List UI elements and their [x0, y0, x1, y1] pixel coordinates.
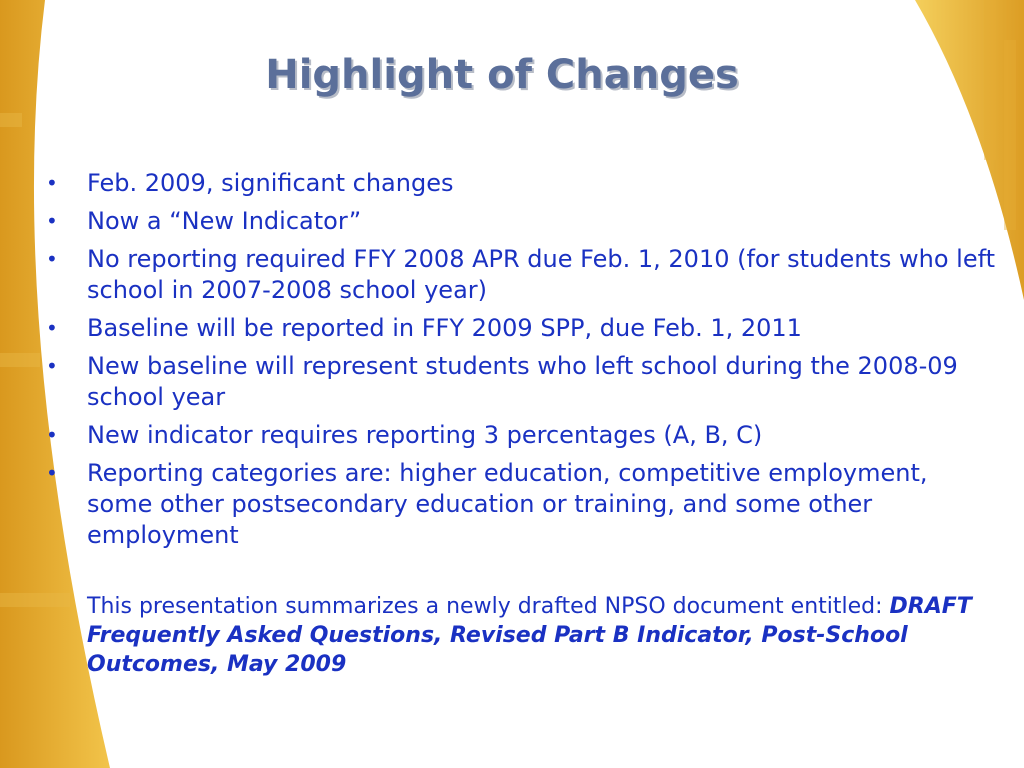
- bullet-item: [46, 313, 996, 344]
- bullet-text: New baseline will represent students who left school during the 2008-09 school year: [87, 352, 958, 411]
- source-note-prefix: This presentation summarizes a newly drafted NPSO document entitled:: [87, 594, 890, 619]
- bullet-item: [46, 458, 996, 551]
- source-note: [87, 592, 977, 679]
- bullet-dot-icon: •: [46, 461, 58, 485]
- bullet-item: [46, 420, 996, 451]
- bullet-dot-icon: •: [46, 247, 58, 271]
- bullet-text: New indicator requires reporting 3 percentages (A, B, C): [87, 421, 763, 449]
- bullet-dot-icon: •: [46, 354, 58, 378]
- slide-title: Highlight of Changes: [265, 52, 739, 98]
- bullet-dot-icon: •: [46, 209, 58, 233]
- bullet-dot-icon: •: [46, 316, 58, 340]
- bullet-text: Feb. 2009, significant changes: [87, 169, 454, 197]
- bullet-list: [46, 168, 996, 558]
- source-document-title: DRAFT Frequently Asked Questions, Revised Part B Indicator, Post-School Outcomes, May 2009: [87, 594, 972, 677]
- bullet-item: [46, 244, 996, 306]
- bullet-text: Baseline will be reported in FFY 2009 SPP, due Feb. 1, 2011: [87, 314, 802, 342]
- bullet-text: Reporting categories are: higher education, competitive employment, some other postsecondary education or training, and some other employment: [87, 459, 928, 549]
- bullet-item: [46, 168, 996, 199]
- bullet-dot-icon: •: [46, 423, 58, 447]
- bullet-dot-icon: •: [46, 171, 58, 195]
- bullet-item: [46, 206, 996, 237]
- bullet-text: No reporting required FFY 2008 APR due Feb. 1, 2010 (for students who left school in 2007-2008 school year): [87, 245, 996, 304]
- bullet-text: Now a “New Indicator”: [87, 207, 362, 235]
- bullet-item: [46, 351, 996, 413]
